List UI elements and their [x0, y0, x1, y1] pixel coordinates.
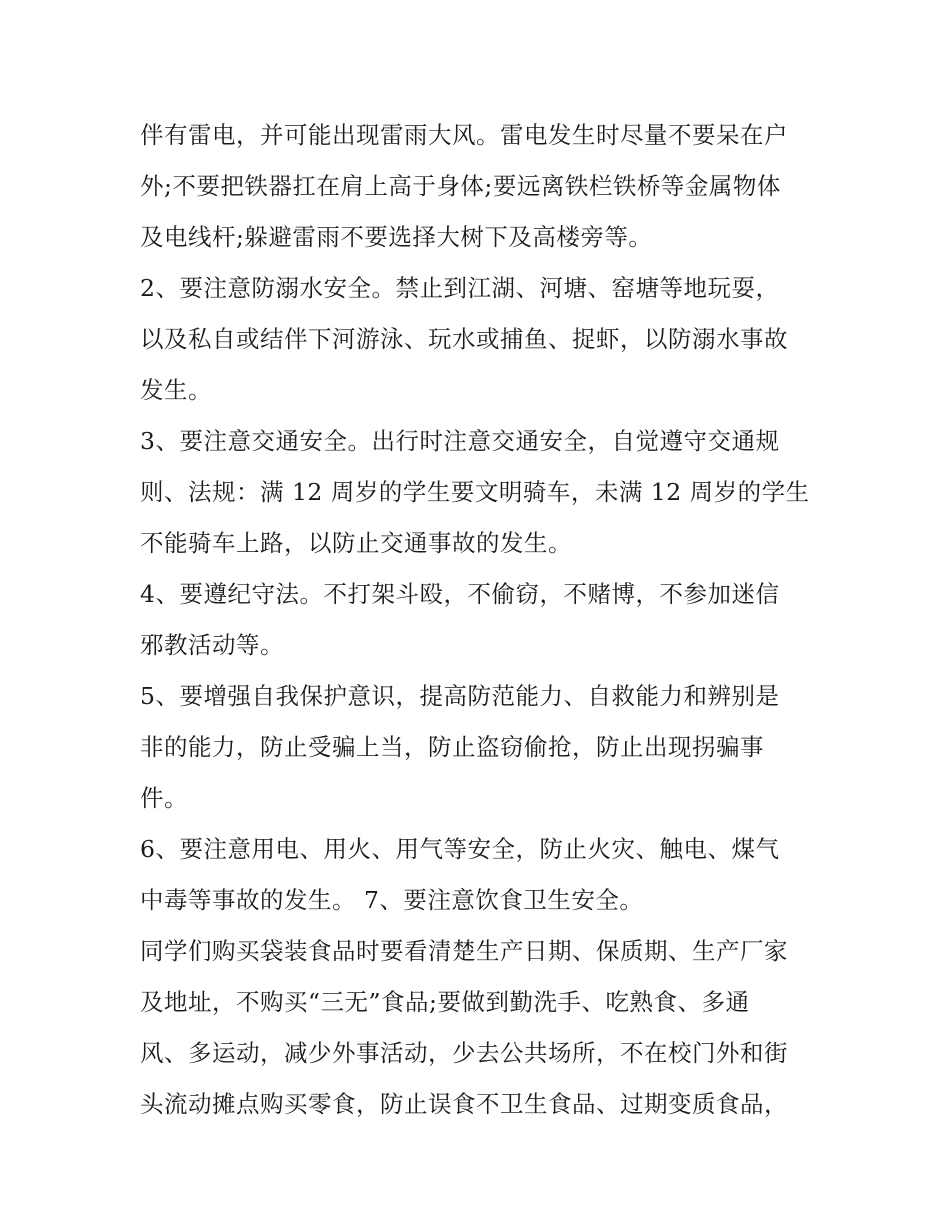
text-line: 以及私自或结伴下河游泳、玩水或捕鱼、捉虾，以防溺水事故 — [140, 325, 788, 353]
text-line: 风、多运动，减少外事活动，少去公共场所，不在校门外和街 — [140, 1039, 788, 1067]
text-line: 非的能力，防止受骗上当，防止盗窃偷抢，防止出现拐骗事 — [140, 733, 764, 761]
text-line: 中毒等事故的发生。 7、要注意饮食卫生安全。 — [140, 886, 644, 914]
text-line: 2、要注意防溺水安全。禁止到江湖、河塘、窑塘等地玩耍， — [140, 274, 780, 302]
text-line: 及电线杆;躲避雷雨不要选择大树下及高楼旁等。 — [140, 223, 653, 251]
text-line: 邪教活动等。 — [140, 631, 284, 659]
text-line: 则、法规：满 12 周岁的学生要文明骑车，未满 12 周岁的学生 — [140, 478, 810, 506]
text-line: 伴有雷电，并可能出现雷雨大风。雷电发生时尽量不要呆在户 — [140, 121, 788, 149]
text-line: 同学们购买袋装食品时要看清楚生产日期、保质期、生产厂家 — [140, 937, 788, 965]
text-line: 6、要注意用电、用火、用气等安全，防止火灾、触电、煤气 — [140, 835, 780, 863]
text-line: 不能骑车上路，以防止交通事故的发生。 — [140, 529, 572, 557]
text-line: 及地址，不购买“三无”食品;要做到勤洗手、吃熟食、多通 — [140, 988, 750, 1016]
text-line: 发生。 — [140, 376, 212, 404]
text-line: 件。 — [140, 784, 188, 812]
text-line: 5、要增强自我保护意识，提高防范能力、自救能力和辨别是 — [140, 682, 780, 710]
text-line: 4、要遵纪守法。不打架斗殴，不偷窃，不赌博，不参加迷信 — [140, 580, 780, 608]
text-line: 头流动摊点购买零食，防止误食不卫生食品、过期变质食品， — [140, 1090, 788, 1118]
text-line: 外;不要把铁器扛在肩上高于身体;要远离铁栏铁桥等金属物体 — [140, 172, 781, 200]
text-line: 3、要注意交通安全。出行时注意交通安全，自觉遵守交通规 — [140, 427, 780, 455]
document-body — [140, 110, 820, 1130]
